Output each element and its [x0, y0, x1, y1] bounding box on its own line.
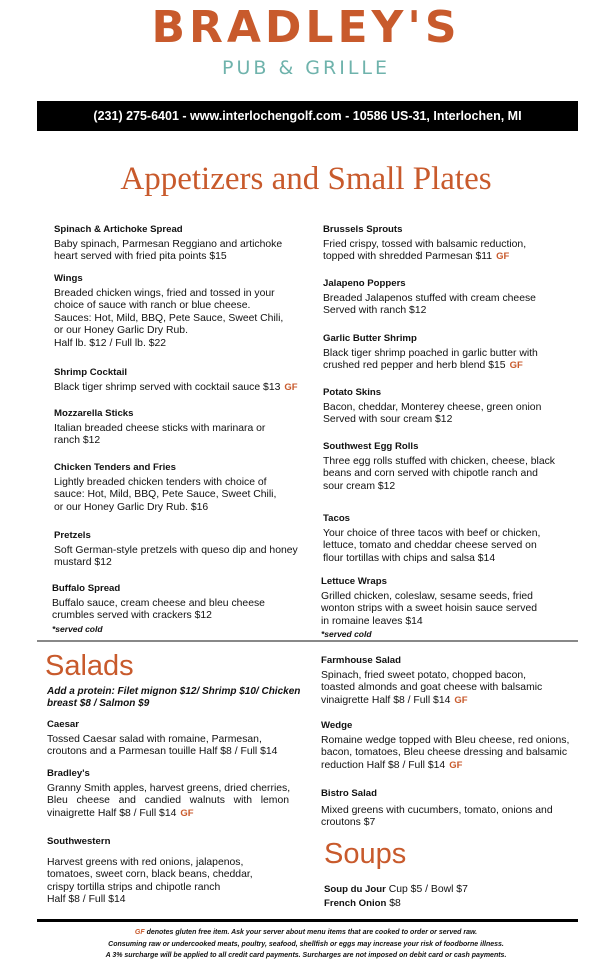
item-desc: Half lb. $12 / Full lb. $22: [54, 337, 167, 349]
item-desc-text: vinaigrette Half $8 / Full $14: [321, 694, 451, 706]
item-name: Southwest Egg Rolls: [323, 441, 419, 452]
item-name: Southwestern: [47, 836, 111, 847]
item-desc: Romaine wedge topped with Bleu cheese, red onions,: [321, 734, 570, 746]
menu-item: [54, 408, 265, 448]
footer-line: A 3% surcharge will be applied to all credit card payments. Surcharges are not imposed on debit card or cash payments.: [105, 952, 507, 959]
soup-price: $8: [389, 898, 401, 909]
item-desc-text: crushed red pepper and herb blend $15: [323, 360, 506, 372]
item-desc: crispy tortilla strips and chipotle ranch: [47, 881, 221, 893]
item-desc-text: reduction Half $8 / Full $14: [321, 759, 446, 771]
menu-item: [54, 462, 276, 514]
item-name: Bradley's: [47, 768, 90, 779]
item-desc: [323, 251, 526, 264]
menu-item: [323, 387, 541, 427]
menu-item: [54, 224, 282, 264]
footer-notes: [0, 927, 612, 962]
item-desc: Baby spinach, Parmesan Reggiano and artichoke: [54, 238, 283, 250]
item-desc: tomatoes, sweet corn, black beans, cheddar,: [47, 869, 253, 881]
item-desc: Served with sour cream $12: [323, 414, 453, 426]
gf-badge: GF: [180, 807, 194, 819]
soup-item: [324, 884, 468, 897]
item-desc: choice of sauce with ranch or blue cheese.: [54, 300, 251, 312]
item-desc: Your choice of three tacos with beef or chicken,: [323, 527, 541, 539]
soup-name: Soup du Jour: [324, 884, 386, 895]
soup-line: [324, 884, 468, 897]
item-name: Potato Skins: [323, 387, 382, 398]
menu-item: [323, 441, 555, 493]
item-desc: [321, 695, 542, 708]
item-desc-text: Black tiger shrimp served with cocktail sauce $13: [54, 381, 281, 393]
menu-item: [54, 530, 298, 570]
menu-item: [47, 719, 277, 759]
add-protein-line: breast $8 / Salmon $9: [47, 698, 150, 709]
item-desc: croutons $7: [321, 817, 376, 829]
item-desc: [47, 808, 290, 821]
menu-item: [54, 273, 283, 351]
item-desc: Lightly breaded chicken tenders with choice of: [54, 476, 267, 488]
menu-item: [321, 655, 542, 707]
item-name: Wedge: [321, 720, 353, 731]
item-name: Chicken Tenders and Fries: [54, 462, 176, 473]
item-desc-text: topped with shredded Parmesan $11: [323, 251, 493, 263]
appetizers-title: Appetizers and Small Plates: [120, 161, 492, 197]
item-desc: Granny Smith apples, harvest greens, dried cherries,: [47, 782, 291, 794]
item-desc: or our Honey Garlic Dry Rub.: [54, 325, 188, 337]
soup-line: [324, 898, 401, 911]
item-name: Bistro Salad: [321, 788, 377, 799]
add-protein-note: [47, 686, 300, 710]
item-name: Tacos: [323, 513, 351, 524]
item-desc: Bacon, cheddar, Monterey cheese, green onion: [323, 401, 542, 413]
item-name: Caesar: [47, 719, 80, 730]
menu-item: [321, 576, 537, 641]
item-desc-text: vinaigrette Half $8 / Full $14: [47, 807, 177, 819]
item-name: Jalapeno Poppers: [323, 278, 406, 289]
add-protein-line: Add a protein: Filet mignon $12/ Shrimp $10/ Chicken: [47, 686, 301, 697]
item-desc: Italian breaded cheese sticks with marinara or: [54, 422, 266, 434]
item-desc: [54, 382, 298, 395]
soups-title: Soups: [324, 838, 407, 870]
gf-badge: GF: [449, 759, 463, 771]
item-name: Lettuce Wraps: [321, 576, 387, 587]
soup-name: French Onion: [324, 898, 387, 909]
gf-badge: GF: [509, 360, 523, 372]
logo-title: BRADLEY'S: [151, 2, 461, 53]
item-desc: Grilled chicken, coleslaw, sesame seeds, fried: [321, 590, 533, 602]
item-desc: crumbles served with crackers $12: [52, 610, 212, 622]
item-desc: bacon, tomatoes, Bleu cheese dressing and balsamic: [321, 747, 568, 759]
gf-badge: GF: [284, 381, 298, 393]
item-desc: in romaine leaves $14: [321, 615, 423, 627]
soup-price: Cup $5 / Bowl $7: [388, 884, 468, 895]
item-desc: Breaded Jalapenos stuffed with cream cheese: [323, 292, 536, 304]
item-name: Pretzels: [54, 530, 91, 541]
footer-line: Consuming raw or undercooked meats, poultry, seafood, shellfish or eggs may increase your risk of foodborne illness.: [108, 940, 504, 948]
item-desc: ranch $12: [54, 435, 101, 447]
soup-item: [324, 898, 401, 911]
footer-text: denotes gluten free item. Ask your server about menu items that are cooked to order or served raw.: [144, 929, 478, 936]
item-desc: mustard $12: [54, 557, 112, 569]
item-desc: Served with ranch $12: [323, 305, 427, 317]
item-name: Garlic Butter Shrimp: [323, 333, 417, 344]
item-desc: beans and corn served with chipotle ranch and: [323, 468, 538, 480]
menu-item: [323, 513, 540, 565]
item-desc: wonton strips with a sweet hoisin sauce served: [321, 603, 538, 615]
item-name: Brussels Sprouts: [323, 224, 403, 235]
item-desc: Tossed Caesar salad with romaine, Parmesan,: [47, 733, 262, 745]
menu-item: [47, 768, 290, 820]
item-desc: Three egg rolls stuffed with chicken, cheese, black: [323, 455, 555, 467]
item-desc: [323, 360, 538, 373]
section-divider: [37, 640, 578, 642]
item-name: Wings: [54, 273, 83, 284]
menu-item: [47, 836, 253, 907]
menu-item: [323, 333, 538, 373]
menu-item: [54, 367, 298, 394]
item-desc: flour tortillas with chips and salsa $14: [323, 552, 496, 564]
item-desc: Spinach, fried sweet potato, chopped bacon,: [321, 669, 527, 681]
footer-divider: [37, 919, 578, 922]
item-desc: sauce: Hot, Mild, BBQ, Pete Sauce, Sweet Chili,: [54, 489, 277, 501]
salads-title: Salads: [45, 650, 134, 682]
menu-item: [323, 278, 536, 318]
item-desc: Fried crispy, tossed with balsamic reduction,: [323, 238, 527, 250]
item-desc: croutons and a Parmesan touille Half $8 / Full $14: [47, 746, 278, 758]
served-cold-note: *served cold: [52, 623, 103, 634]
item-desc: Mixed greens with cucumbers, tomato, onions and: [321, 804, 553, 816]
item-name: Shrimp Cocktail: [54, 367, 128, 378]
item-desc: Buffalo sauce, cream cheese and bleu cheese: [52, 597, 265, 609]
item-name: Mozzarella Sticks: [54, 408, 134, 419]
menu-item: [52, 583, 265, 635]
item-desc: Breaded chicken wings, fried and tossed in your: [54, 287, 275, 299]
item-desc: Sauces: Hot, Mild, BBQ, Pete Sauce, Sweet Chili,: [54, 312, 284, 324]
item-name: Buffalo Spread: [52, 583, 121, 594]
item-name: Farmhouse Salad: [321, 655, 401, 666]
item-name: Spinach & Artichoke Spread: [54, 224, 183, 235]
footer-line: [0, 927, 612, 939]
gf-label: GF: [134, 929, 145, 936]
item-desc: Black tiger shrimp poached in garlic butter with: [323, 347, 538, 359]
item-desc: Soft German-style pretzels with queso dip and honey: [54, 544, 298, 556]
item-desc: lettuce, tomato and cheddar cheese served on: [323, 540, 537, 552]
item-desc: Half $8 / Full $14: [47, 894, 126, 906]
item-desc: Bleu cheese and candied walnuts with lemon: [47, 795, 290, 807]
gf-badge: GF: [454, 694, 468, 706]
menu-item: [321, 788, 553, 830]
item-desc: toasted almonds and goat cheese with balsamic: [321, 682, 543, 694]
item-desc: or our Honey Garlic Dry Rub. $16: [54, 501, 209, 513]
item-desc: sour cream $12: [323, 480, 396, 492]
menu-item: [321, 720, 569, 772]
item-desc: Harvest greens with red onions, jalapenos,: [47, 856, 244, 868]
gf-badge: GF: [496, 251, 510, 263]
item-desc: [321, 760, 569, 773]
contact-bar: (231) 275-6401 - www.interlochengolf.com - 10586 US-31, Interlochen, MI: [37, 101, 578, 131]
logo-subtitle: PUB & GRILLE: [222, 57, 390, 79]
served-cold-note: *served cold: [321, 629, 372, 640]
menu-item: [323, 224, 526, 264]
item-desc: heart served with fried pita points $15: [54, 251, 227, 263]
